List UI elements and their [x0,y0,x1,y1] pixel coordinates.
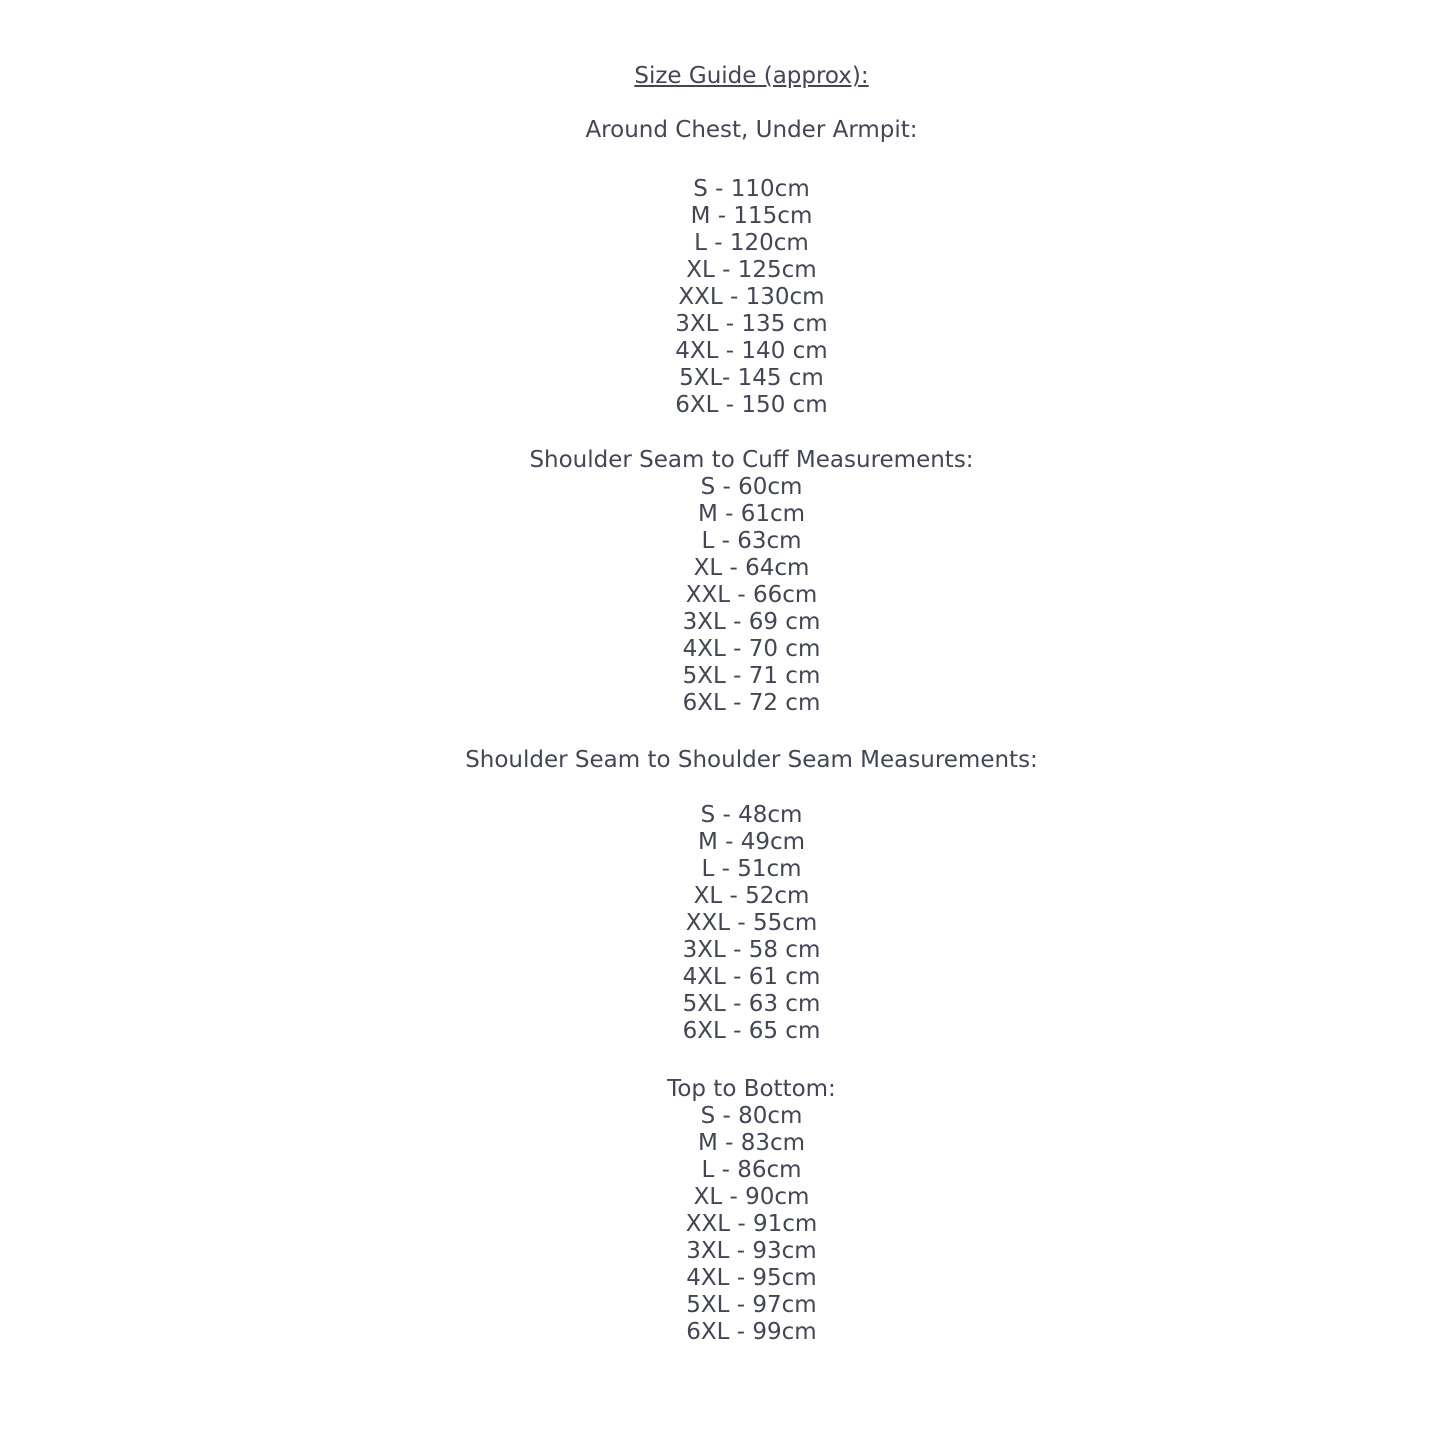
measurement-list-cuff [58,474,1445,717]
measurement-line: 4XL - 140 cm [675,338,828,364]
measurement-line: 5XL - 71 cm [682,663,821,689]
measurement-list-top-to-bottom [58,1103,1445,1346]
measurement-line: XL - 64cm [693,555,810,581]
measurement-line: M - 49cm [697,829,806,855]
page-title-text: Size Guide (approx): [634,63,869,89]
measurement-line: 5XL- 145 cm [679,365,824,391]
measurement-line: L - 51cm [701,856,802,882]
measurement-line: M - 61cm [697,501,806,527]
section-heading-shoulder: Shoulder Seam to Shoulder Seam Measurements: [465,747,1038,773]
measurement-line: L - 63cm [701,528,802,554]
measurement-line: XXL - 55cm [685,910,818,936]
measurement-list-chest [58,176,1445,419]
measurement-line: L - 120cm [694,230,809,256]
measurement-line: 6XL - 72 cm [682,690,821,716]
measurement-line: L - 86cm [701,1157,802,1183]
measurement-line: XXL - 130cm [678,284,825,310]
section-top-to-bottom [58,1076,1445,1346]
measurement-line: S - 80cm [700,1103,803,1129]
page-title [58,63,1445,90]
measurement-line: 5XL - 97cm [686,1292,817,1318]
measurement-line: 4XL - 95cm [686,1265,817,1291]
section-heading-chest: Around Chest, Under Armpit: [585,117,918,143]
blank-line [58,1045,1445,1076]
measurement-line: 3XL - 58 cm [682,937,821,963]
measurement-line: XXL - 91cm [685,1211,818,1237]
blank-line [58,774,1445,802]
section-shoulder-to-shoulder [58,747,1445,1045]
measurement-line: XL - 52cm [693,883,810,909]
blank-line [58,419,1445,447]
measurement-list-shoulder [58,802,1445,1045]
measurement-line: 4XL - 61 cm [682,964,821,990]
measurement-line: 6XL - 99cm [686,1319,817,1345]
measurement-line: M - 115cm [690,203,813,229]
blank-line [58,90,1445,117]
measurement-line: 3XL - 135 cm [675,311,828,337]
measurement-line: 6XL - 150 cm [675,392,828,418]
measurement-line: 3XL - 69 cm [682,609,821,635]
section-heading-cuff: Shoulder Seam to Cuff Measurements: [529,447,974,473]
measurement-line: M - 83cm [697,1130,806,1156]
section-heading-top-to-bottom: Top to Bottom: [667,1076,836,1102]
measurement-line: 5XL - 63 cm [682,991,821,1017]
measurement-line: XXL - 66cm [685,582,818,608]
measurement-line: S - 60cm [700,474,803,500]
section-shoulder-to-cuff [58,447,1445,717]
measurement-line: 4XL - 70 cm [682,636,821,662]
measurement-line: 3XL - 93cm [686,1238,817,1264]
measurement-line: S - 110cm [693,176,810,202]
measurement-line: XL - 90cm [693,1184,810,1210]
measurement-line: XL - 125cm [686,257,817,283]
blank-line [58,717,1445,747]
measurement-line: 6XL - 65 cm [682,1018,821,1044]
section-around-chest [58,117,1445,419]
measurement-line: S - 48cm [700,802,803,828]
blank-line [58,144,1445,176]
